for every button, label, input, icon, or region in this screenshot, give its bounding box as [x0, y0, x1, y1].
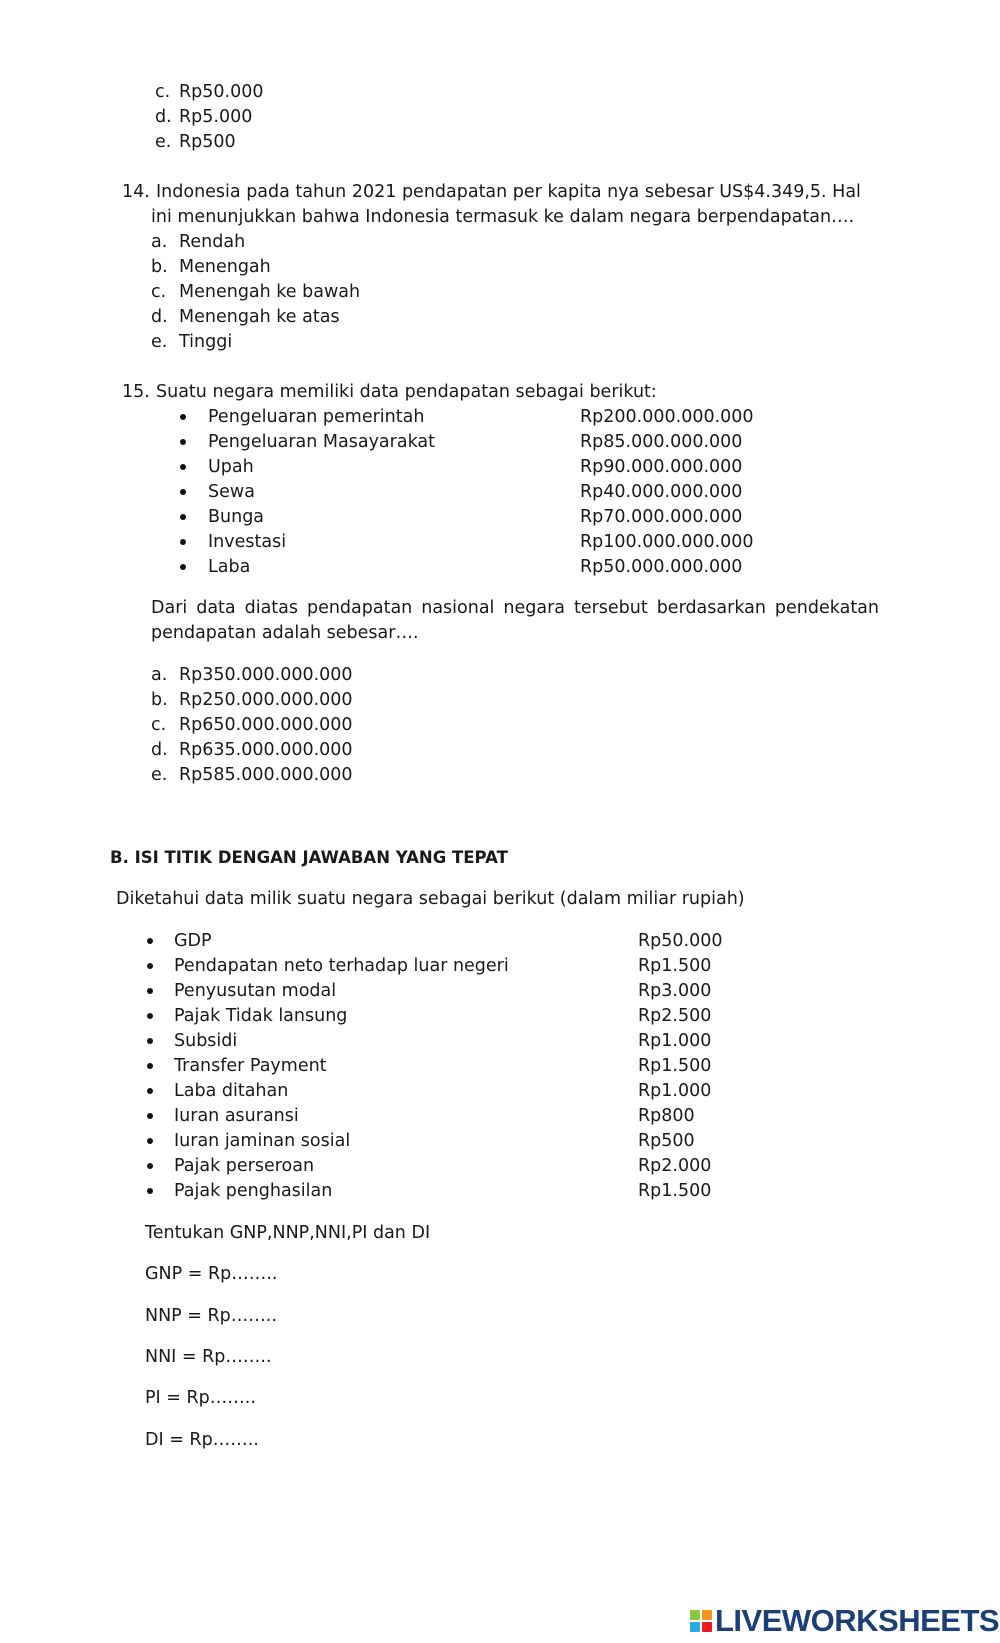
data-label: Laba ditahan	[174, 1081, 289, 1101]
section-intro: Diketahui data milik suatu negara sebagai berikut (dalam miliar rupiah)	[116, 889, 745, 909]
data-value: Rp800	[638, 1106, 695, 1126]
data-label: Laba	[208, 557, 251, 577]
option-letter: a.	[151, 232, 168, 252]
bullet-icon	[180, 414, 186, 420]
option-letter: b.	[151, 690, 168, 710]
bullet-icon	[147, 1063, 153, 1069]
option-letter: e.	[151, 765, 168, 785]
bullet-icon	[180, 514, 186, 520]
data-value: Rp2.000	[638, 1156, 712, 1176]
bullet-icon	[147, 1013, 153, 1019]
liveworksheets-logo	[690, 1603, 999, 1639]
option-text: Rp500	[179, 132, 236, 152]
data-label: Pajak Tidak lansung	[174, 1006, 348, 1026]
bullet-icon	[180, 564, 186, 570]
data-value: Rp85.000.000.000	[580, 432, 743, 452]
option-letter: d.	[151, 740, 168, 760]
data-value: Rp40.000.000.000	[580, 482, 743, 502]
data-value: Rp1.500	[638, 1181, 712, 1201]
data-label: Transfer Payment	[174, 1056, 327, 1076]
option-text: Rp250.000.000.000	[179, 690, 353, 710]
option-letter: d.	[151, 307, 168, 327]
data-value: Rp50.000.000.000	[580, 557, 743, 577]
bullet-icon	[147, 963, 153, 969]
data-value: Rp50.000	[638, 931, 723, 951]
data-value: Rp1.000	[638, 1031, 712, 1051]
answer-blank: GNP = Rp……..	[145, 1264, 278, 1284]
data-value: Rp1.000	[638, 1081, 712, 1101]
answer-blank: NNI = Rp……..	[145, 1347, 272, 1367]
option-text: Menengah	[179, 257, 271, 277]
answer-blank: PI = Rp……..	[145, 1388, 256, 1408]
data-label: Pengeluaran pemerintah	[208, 407, 425, 427]
data-label: Iuran asuransi	[174, 1106, 299, 1126]
data-label: Subsidi	[174, 1031, 238, 1051]
question-text: ini menunjukkan bahwa Indonesia termasuk ke dalam negara berpendapatan….	[151, 207, 855, 227]
data-label: Penyusutan modal	[174, 981, 337, 1001]
data-label: Iuran jaminan sosial	[174, 1131, 351, 1151]
data-value: Rp200.000.000.000	[580, 407, 754, 427]
data-value: Rp100.000.000.000	[580, 532, 754, 552]
option-letter: c.	[155, 82, 171, 102]
data-label: Upah	[208, 457, 254, 477]
data-label: GDP	[174, 931, 212, 951]
option-text: Rp5.000	[179, 107, 253, 127]
data-label: Investasi	[208, 532, 287, 552]
bullet-icon	[147, 1188, 153, 1194]
data-label: Pengeluaran Masayarakat	[208, 432, 435, 452]
bullet-icon	[147, 1038, 153, 1044]
option-letter: a.	[151, 665, 168, 685]
data-label: Pajak perseroan	[174, 1156, 315, 1176]
option-letter: e.	[155, 132, 172, 152]
bullet-icon	[147, 1088, 153, 1094]
option-text: Rp650.000.000.000	[179, 715, 353, 735]
data-value: Rp1.500	[638, 956, 712, 976]
answer-blank: DI = Rp……..	[145, 1430, 259, 1450]
question-text: Dari data diatas pendapatan nasional negara tersebut berdasarkan pendekatan	[151, 598, 879, 618]
data-label: Pajak penghasilan	[174, 1181, 333, 1201]
logo-blocks-icon	[690, 1610, 712, 1632]
answer-blank: NNP = Rp……..	[145, 1306, 277, 1326]
data-value: Rp1.500	[638, 1056, 712, 1076]
bullet-icon	[147, 1113, 153, 1119]
question-text: Indonesia pada tahun 2021 pendapatan per kapita nya sebesar US$4.349,5. Hal	[156, 182, 861, 202]
question-number: 14.	[122, 182, 150, 202]
data-label: Pendapatan neto terhadap luar negeri	[174, 956, 509, 976]
data-value: Rp2.500	[638, 1006, 712, 1026]
section-heading: B. ISI TITIK DENGAN JAWABAN YANG TEPAT	[110, 848, 508, 867]
option-letter: c.	[151, 282, 167, 302]
option-letter: c.	[151, 715, 167, 735]
option-letter: e.	[151, 332, 168, 352]
bullet-icon	[147, 1138, 153, 1144]
option-text: Rp50.000	[179, 82, 264, 102]
bullet-icon	[147, 988, 153, 994]
bullet-icon	[180, 439, 186, 445]
data-label: Sewa	[208, 482, 255, 502]
option-letter: b.	[151, 257, 168, 277]
question-text: pendapatan adalah sebesar….	[151, 623, 419, 643]
data-value: Rp70.000.000.000	[580, 507, 743, 527]
bullet-icon	[180, 539, 186, 545]
question-text: Suatu negara memiliki data pendapatan sebagai berikut:	[156, 382, 657, 402]
bullet-icon	[147, 1163, 153, 1169]
bullet-icon	[147, 938, 153, 944]
data-value: Rp3.000	[638, 981, 712, 1001]
data-label: Bunga	[208, 507, 265, 527]
data-value: Rp90.000.000.000	[580, 457, 743, 477]
logo-text: LIVEWORKSHEETS	[715, 1603, 1000, 1638]
option-text: Menengah ke bawah	[179, 282, 361, 302]
bullet-icon	[180, 464, 186, 470]
option-text: Rp635.000.000.000	[179, 740, 353, 760]
option-letter: d.	[155, 107, 172, 127]
data-value: Rp500	[638, 1131, 695, 1151]
option-text: Rp585.000.000.000	[179, 765, 353, 785]
task-text: Tentukan GNP,NNP,NNI,PI dan DI	[145, 1223, 431, 1243]
bullet-icon	[180, 489, 186, 495]
question-number: 15.	[122, 382, 150, 402]
option-text: Rp350.000.000.000	[179, 665, 353, 685]
option-text: Menengah ke atas	[179, 307, 340, 327]
option-text: Rendah	[179, 232, 246, 252]
option-text: Tinggi	[179, 332, 233, 352]
